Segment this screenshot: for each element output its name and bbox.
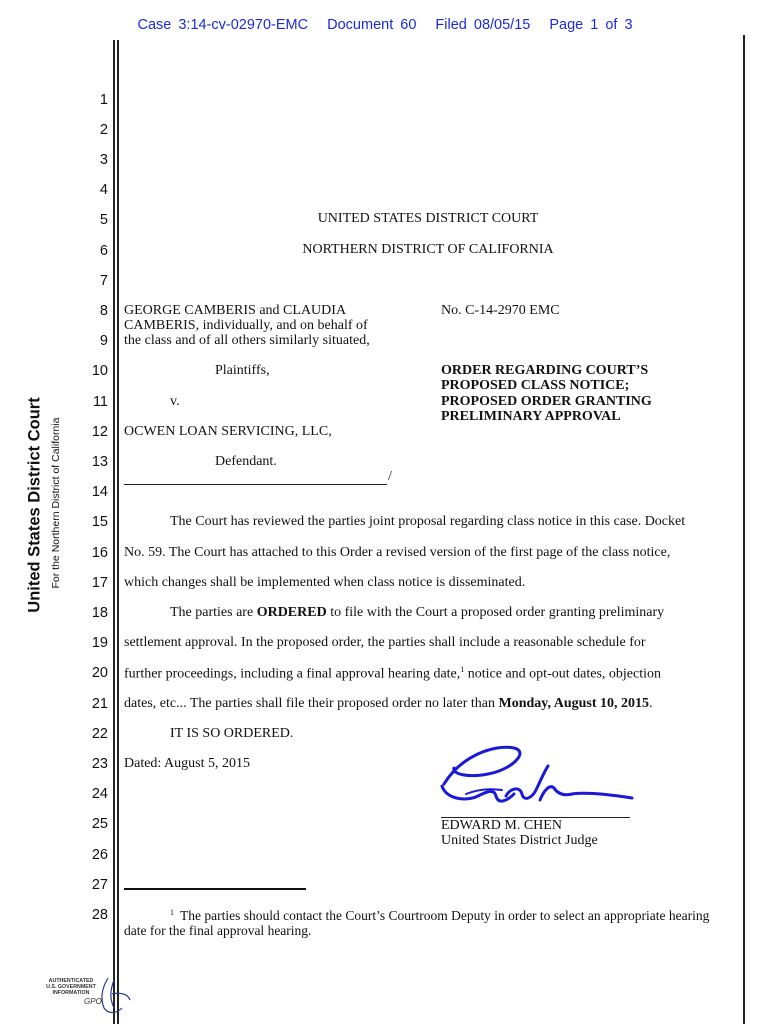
line-number: 7 (99, 273, 108, 289)
line-number: 12 (91, 424, 108, 440)
line-number: 26 (91, 847, 108, 863)
line-number: 23 (91, 756, 108, 772)
line-number: 24 (91, 786, 108, 802)
line-number: 5 (99, 212, 108, 228)
line-number: 22 (91, 726, 108, 742)
text-run: . (649, 696, 653, 711)
sidebar-district: For the Northern District of California (50, 417, 62, 589)
line-number: 9 (99, 333, 108, 349)
footnote-ref: 1 (460, 665, 465, 674)
sidebar-court-name: United States District Court (25, 397, 44, 613)
defendant-name: OCWEN LOAN SERVICING, LLC, (124, 424, 332, 439)
case-no: No. C-14-2970 EMC (441, 303, 560, 318)
line-number: 28 (91, 907, 108, 923)
line-number: 14 (91, 484, 108, 500)
order-title-line-3: PROPOSED ORDER GRANTING (441, 394, 652, 409)
body-p2-line-1 (170, 605, 664, 621)
body-p1-line-1: The Court has reviewed the parties joint proposal regarding class notice in this case. Docket (170, 514, 686, 529)
eagle-icon (42, 974, 132, 1018)
line-number: 17 (91, 575, 108, 591)
line-number: 25 (91, 816, 108, 832)
line-number: 10 (91, 363, 108, 379)
footnote (124, 905, 734, 938)
case-header (0, 17, 770, 33)
plaintiffs-line-1: GEORGE CAMBERIS and CLAUDIA (124, 303, 347, 318)
text-run: The parties are (170, 605, 257, 620)
page-indicator: Page 1 of 3 (549, 17, 633, 33)
seal-line-3: INFORMATION (52, 990, 90, 996)
plaintiffs-line-3: the class and of all others similarly situated, (124, 333, 370, 348)
case-number: Case 3:14-cv-02970-EMC (137, 17, 309, 33)
order-title-line-4: PRELIMINARY APPROVAL (441, 409, 621, 424)
line-number: 11 (92, 394, 108, 410)
document-number: Document 60 (327, 17, 417, 33)
filed-date: Filed 08/05/15 (435, 17, 531, 33)
body-p1-line-3: which changes shall be implemented when class notice is disseminated. (124, 575, 526, 590)
versus: v. (170, 394, 180, 409)
caption-slash: / (388, 469, 392, 484)
left-margin-rule-2 (117, 40, 119, 1024)
text-run: dates, etc... The parties shall file their proposed order no later than (124, 696, 499, 711)
seal-line-2: U.S. GOVERNMENT (46, 984, 96, 990)
order-title-line-2: PROPOSED CLASS NOTICE; (441, 378, 630, 393)
text-run: notice and opt-out dates, objection (464, 666, 661, 682)
line-number: 8 (99, 303, 108, 319)
order-title-line-1: ORDER REGARDING COURT’S (441, 363, 649, 378)
footnote-rule (124, 888, 306, 890)
caption-rule (124, 484, 387, 485)
judge-title: United States District Judge (441, 833, 598, 848)
seal-line-1: AUTHENTICATED (48, 978, 94, 984)
left-margin-rule-1 (113, 40, 115, 1024)
body-p2-line-2: settlement approval. In the proposed order, the parties shall include a reasonable schedule for (124, 635, 646, 650)
judge-name: EDWARD M. CHEN (441, 818, 562, 833)
deadline-date: Monday, August 10, 2015 (498, 696, 650, 711)
text-run: to file with the Court a proposed order granting preliminary (326, 605, 665, 620)
body-p1-line-2: No. 59. The Court has attached to this Order a revised version of the first page of the class notice, (124, 545, 671, 560)
court-name: UNITED STATES DISTRICT COURT (317, 211, 539, 226)
ordered-emphasis: ORDERED (256, 605, 327, 620)
right-margin-rule (743, 35, 745, 1024)
gpo-label: GPO (84, 997, 102, 1006)
line-number: 20 (91, 665, 108, 681)
dated-line: Dated: August 5, 2015 (124, 756, 250, 771)
line-number: 13 (91, 454, 108, 470)
line-number: 6 (99, 243, 108, 259)
defendant-label: Defendant. (215, 454, 277, 469)
line-number: 2 (99, 122, 108, 138)
plaintiffs-line-2: CAMBERIS, individually, and on behalf of (124, 318, 368, 333)
line-number: 21 (91, 696, 108, 712)
line-number: 4 (99, 182, 108, 198)
court-district: NORTHERN DISTRICT OF CALIFORNIA (302, 242, 554, 257)
body-p2-line-3 (124, 665, 661, 683)
line-number: 19 (91, 635, 108, 651)
body-p2-line-4 (124, 696, 653, 712)
line-number: 3 (99, 152, 108, 168)
footnote-text: The parties should contact the Court’s Courtroom Deputy in order to select an appropriate hearing date for the final approval hearing. (124, 908, 710, 938)
footnote-number: 1 (170, 908, 174, 917)
judge-signature (436, 744, 641, 814)
line-number: 18 (91, 605, 108, 621)
line-number: 1 (99, 92, 108, 108)
line-number: 16 (91, 545, 108, 561)
so-ordered: IT IS SO ORDERED. (170, 726, 294, 741)
line-number: 27 (91, 877, 108, 893)
line-number: 15 (91, 514, 108, 530)
text-run: further proceedings, including a final approval hearing date, (124, 666, 461, 682)
plaintiffs-label: Plaintiffs, (215, 363, 270, 378)
